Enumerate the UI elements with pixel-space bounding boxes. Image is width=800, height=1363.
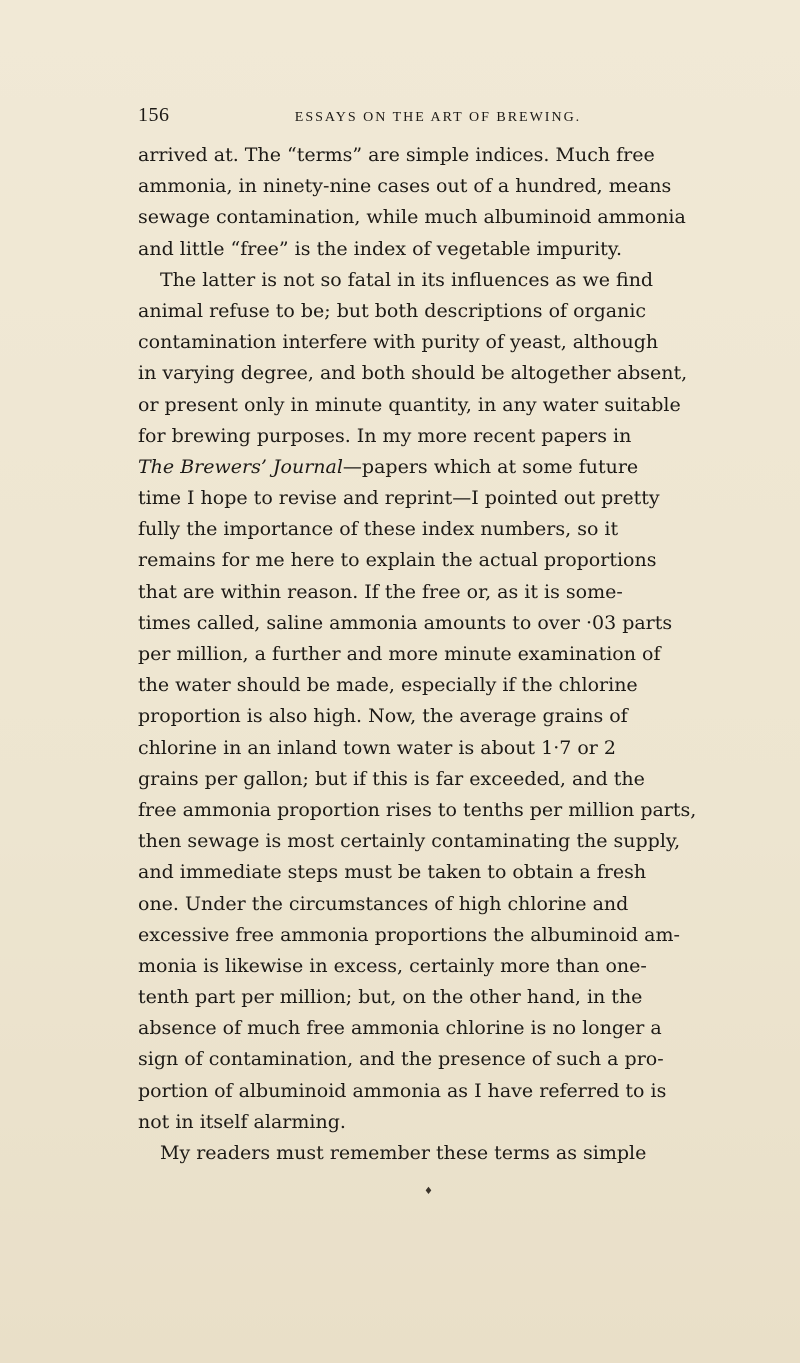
- text-line: sewage contamination, while much albuminoid ammonia: [138, 206, 686, 229]
- text-line: excessive free ammonia proportions the albuminoid am-: [138, 923, 680, 946]
- text-line: portion of albuminoid ammonia as I have referred to is: [138, 1079, 667, 1102]
- text-line: proportion is also high. Now, the average grains of: [138, 705, 628, 728]
- text-line: the water should be made, especially if the chlorine: [138, 674, 638, 697]
- text-line: animal refuse to be; but both descriptions of organic: [138, 299, 647, 322]
- text-line: chlorine in an inland town water is about 1·7 or 2: [138, 736, 617, 759]
- text-line: absence of much free ammonia chlorine is no longer a: [138, 1017, 662, 1040]
- text-line: for brewing purposes. In my more recent papers in: [138, 424, 632, 447]
- page-number: 156: [138, 104, 170, 126]
- text-line: tenth part per million; but, on the other hand, in the: [138, 986, 643, 1009]
- body-text: [138, 140, 738, 1169]
- text-line: one. Under the circumstances of high chlorine and: [138, 892, 629, 915]
- text-line: then sewage is most certainly contaminating the supply,: [138, 830, 681, 853]
- page-header: [138, 104, 738, 134]
- text-line: time I hope to revise and reprint—I pointed out pretty: [138, 487, 660, 510]
- ornament-mark: ♦: [424, 1186, 433, 1197]
- text-line: My readers must remember these terms as simple: [160, 1142, 647, 1164]
- text-line: The latter is not so fatal in its influences as we find: [160, 268, 654, 291]
- running-title: ESSAYS ON THE ART OF BREWING.: [294, 110, 582, 125]
- text-line: sign of contamination, and the presence of such a pro-: [138, 1048, 664, 1071]
- text-line: contamination interfere with purity of yeast, although: [138, 331, 659, 354]
- text-line: and little “free” is the index of vegetable impurity.: [138, 237, 623, 260]
- text-line: ammonia, in ninety-nine cases out of a hundred, means: [138, 175, 672, 198]
- text-line: in varying degree, and both should be altogether absent,: [138, 362, 688, 385]
- text-line: not in itself alarming.: [138, 1110, 346, 1133]
- text-line: or present only in minute quantity, in any water suitable: [138, 393, 681, 416]
- text-line: times called, saline ammonia amounts to over ·03 parts: [138, 611, 673, 634]
- text-line: The Brewers’ Journal—papers which at some future: [138, 455, 639, 478]
- text-line: monia is likewise in excess, certainly more than one-: [138, 954, 647, 977]
- text-line: per million, a further and more minute examination of: [138, 643, 661, 665]
- text-line: arrived at. The “terms” are simple indices. Much free: [138, 144, 655, 166]
- text-line: that are within reason. If the free or, as it is some-: [138, 580, 623, 603]
- text-line: fully the importance of these index numbers, so it: [138, 518, 619, 541]
- text-line: and immediate steps must be taken to obtain a fresh: [138, 861, 647, 884]
- text-line: free ammonia proportion rises to tenths per million parts,: [138, 798, 697, 821]
- text-line: remains for me here to explain the actual proportions: [138, 549, 657, 572]
- text-line: grains per gallon; but if this is far exceeded, and the: [138, 767, 645, 790]
